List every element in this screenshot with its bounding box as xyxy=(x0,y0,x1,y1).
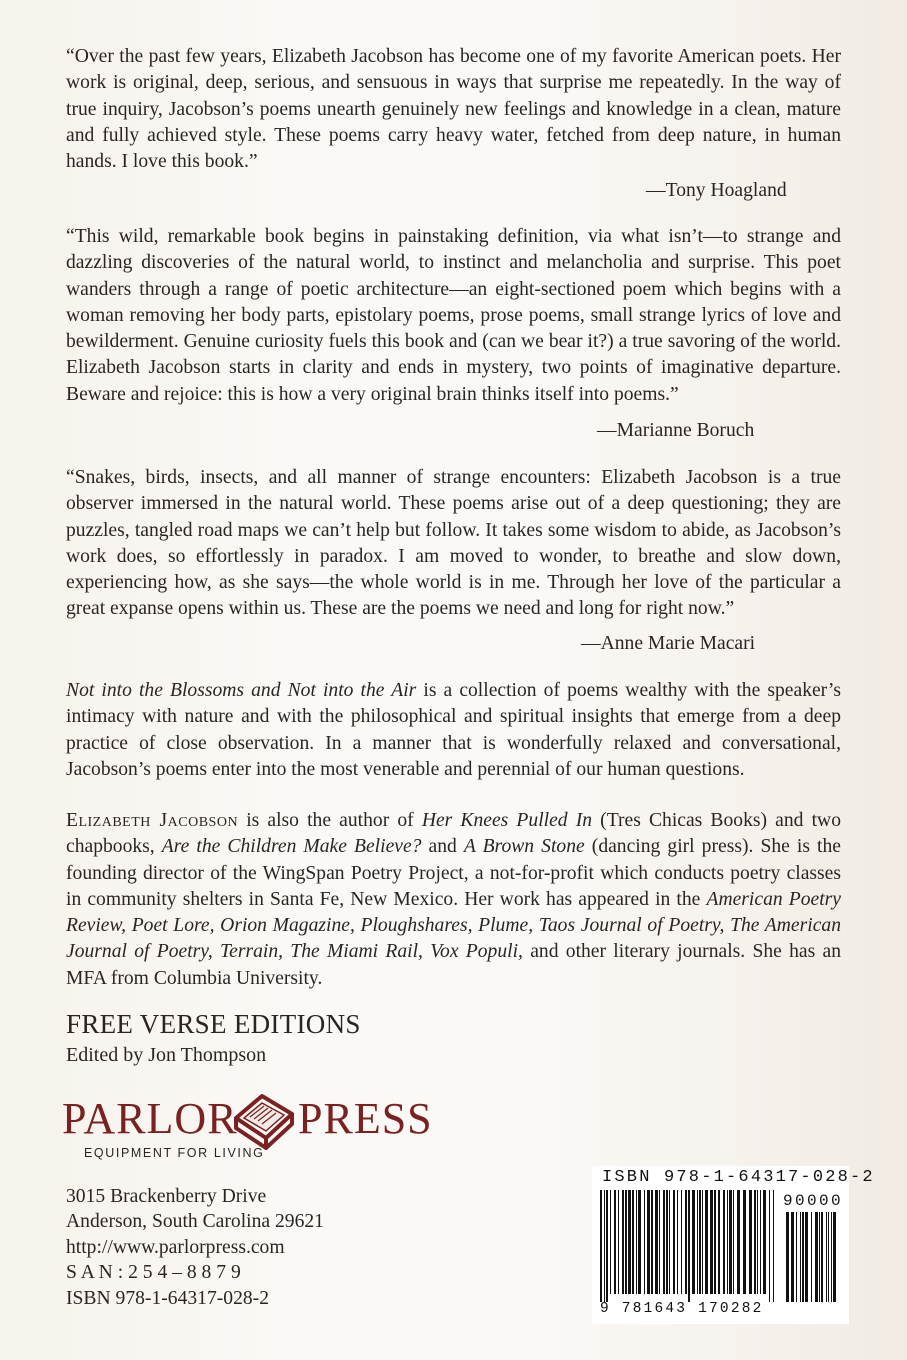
publisher-logo xyxy=(62,1090,442,1170)
blurb-1-text: “Over the past few years, Elizabeth Jacobson has become one of my favorite American poets. Her work is original, deep, serious, and sensuous in ways that surprise me repeatedly. In the way of true inquiry, Jacobson’s poems unearth genuinely new feelings and knowledge in a clean, mature and fully achieved style. These poems carry heavy water, fetched from deep nature, in human hands. I love this book.” xyxy=(66,46,841,173)
bio-book-title: Are the Children Make Believe? xyxy=(161,836,422,858)
bio-text: (Tres Chicas Books) and two chapbooks, xyxy=(66,810,841,858)
bio-text: and other literary journals. She has an MFA from Columbia University. xyxy=(66,941,841,989)
blurb-3-text: “Snakes, birds, insects, and all manner of strange encounters: Elizabeth Jacobson is a true observer immersed in the natural world. These poems arise out of a deep questioning; they are puzzles, tangled road maps we can’t help but follow. It takes some wisdom to abide, as Jacobson’s work does, so effortlessly in paradox. I am moved to wonder, to breathe and slow down, experiencing how, as she says—the whole world is in me. Through her love of the particular a great expanse opens within us. These are the poems we need and long for right now.” xyxy=(66,467,841,620)
blurb-2-text: “This wild, remarkable book begins in painstaking definition, via what isn’t—to strange and dazzling discoveries of the natural world, to instinct and melancholia and surprise. This poet wanders through a range of poetic architecture—an eight-sectioned poem which begins with a woman removing her body parts, epistolary poems, prose poems, small strange lyrics of love and bewilderment. Genuine curiosity fuels this book and (can we bear it?) a true savoring of the world. Elizabeth Jacobson starts in clarity and ends in mystery, two points of imaginative departure. Beware and rejoice: this is how a very original brain thinks itself into poems.” xyxy=(66,226,841,405)
address-street: 3015 Brackenberry Drive xyxy=(66,1186,267,1207)
publisher-address xyxy=(66,1184,324,1311)
description-text: is a collection of poems wealthy with the speaker’s intimacy with nature and with the philosophical and spiritual insights that emerge from a deep practice of close observation. In a manner that is wonderfully relaxed and conversational, Jacobson’s poems enter into the most venerable and perennial of our human questions. xyxy=(66,680,842,780)
barcode-block xyxy=(592,1166,875,1324)
address-san: S A N : 2 5 4 – 8 8 7 9 xyxy=(66,1262,241,1284)
address-website: http://www.parlorpress.com xyxy=(66,1236,285,1258)
author-name: Elizabeth Jacobson xyxy=(66,810,239,831)
series-name: FREE VERSE EDITIONS xyxy=(66,1009,361,1039)
author-bio xyxy=(66,808,841,992)
bio-text: is also the author of xyxy=(238,810,422,831)
price-addon-barcode xyxy=(784,1212,842,1302)
logo-word-right: PRESS xyxy=(298,1094,433,1143)
bio-book-title: Her Knees Pulled In xyxy=(421,810,593,831)
barcode-isbn-label: ISBN 978-1-64317-028-2 xyxy=(602,1168,875,1187)
barcode-digits: 9 781643 170282 xyxy=(600,1301,764,1317)
book-description xyxy=(66,678,841,783)
bio-text: and xyxy=(421,836,464,858)
blurb-3-attribution: —Anne Marie Macari xyxy=(581,633,756,654)
logo-word-left: PARLOR xyxy=(62,1094,238,1143)
bio-text: (dancing girl press). She is the founding director of the WingSpan Poetry Project, a not-for-profit which conducts poetry classes in community shelters in Santa Fe, New Mexico. Her work has appeared in the xyxy=(66,836,841,910)
barcode-price-code: 90000 xyxy=(783,1192,844,1210)
logo-tagline: EQUIPMENT FOR LIVING xyxy=(84,1146,265,1160)
book-emblem-icon xyxy=(228,1088,300,1150)
address-city: Anderson, South Carolina 29621 xyxy=(66,1211,324,1233)
book-title: Not into the Blossoms and Not into the Air xyxy=(66,680,417,701)
ean-barcode xyxy=(598,1190,778,1302)
series-editor: Edited by Jon Thompson xyxy=(66,1044,267,1066)
blurb-2-attribution: —Marianne Boruch xyxy=(597,420,755,441)
address-isbn: ISBN 978-1-64317-028-2 xyxy=(66,1287,269,1309)
bio-book-title: A Brown Stone xyxy=(463,836,585,858)
bio-journal-list: American Poetry Review, Poet Lore, Orion Magazine, Ploughshares, Plume, Taos Journal of Poetry, The American Journal of Poetry, Terrain, The Miami Rail, Vox Populi, xyxy=(66,888,841,963)
blurb-1-attribution: —Tony Hoagland xyxy=(646,180,787,201)
